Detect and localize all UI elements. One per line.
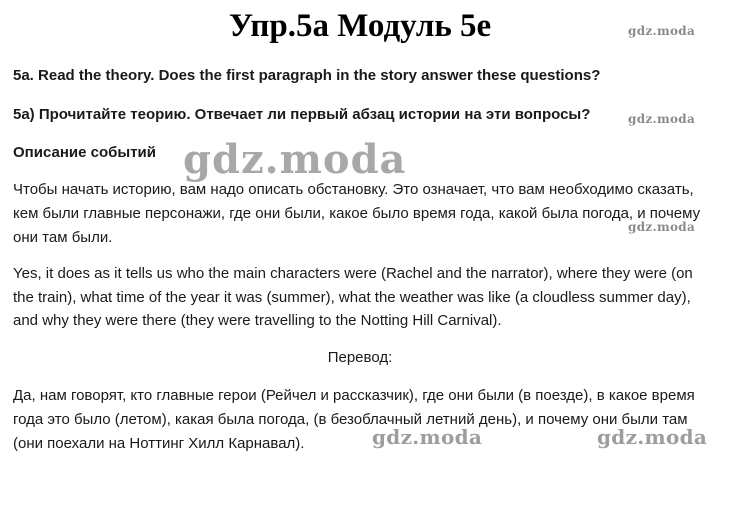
- watermark: gdz.moda: [372, 425, 483, 449]
- theory-line-2: кем были главные персонажи, где они были, какое было время года, какой была погода, и почему: [13, 205, 701, 222]
- translation-line-1: Да, нам говорят, кто главные герои (Рейчел и рассказчик), где они были (в поезде), в какое время: [13, 387, 695, 404]
- theory-line-1: Чтобы начать историю, вам надо описать обстановку. Это означает, что вам необходимо сказать,: [13, 181, 694, 198]
- translation-label: Перевод:: [327, 349, 393, 366]
- task-english: 5a. Read the theory. Does the first paragraph in the story answer these questions?: [13, 67, 601, 84]
- section-heading: Описание событий: [13, 144, 156, 161]
- watermark: gdz.moda: [628, 220, 696, 234]
- translation-line-2: года это было (летом), какая была погода, (в безоблачный летний день), и почему они были там: [13, 411, 688, 428]
- watermark: gdz.moda: [628, 112, 696, 126]
- answer-line-1: Yes, it does as it tells us who the main characters were (Rachel and the narrator), where they were (on: [13, 265, 693, 282]
- task-russian: 5а) Прочитайте теорию. Отвечает ли первый абзац истории на эти вопросы?: [13, 106, 591, 123]
- theory-line-3: они там были.: [13, 229, 113, 246]
- answer-line-2: the train), what time of the year it was (summer), what the weather was like (a cloudless summer day),: [13, 289, 691, 306]
- watermark: gdz.moda: [597, 425, 708, 449]
- watermark: gdz.moda: [183, 136, 407, 183]
- answer-line-3: and why they were there (they were travelling to the Notting Hill Carnival).: [13, 312, 502, 329]
- translation-line-3: (они поехали на Ноттинг Хилл Карнавал).: [13, 435, 305, 452]
- watermark: gdz.moda: [628, 24, 696, 38]
- page-title: Упр.5а Модуль 5е: [228, 8, 492, 44]
